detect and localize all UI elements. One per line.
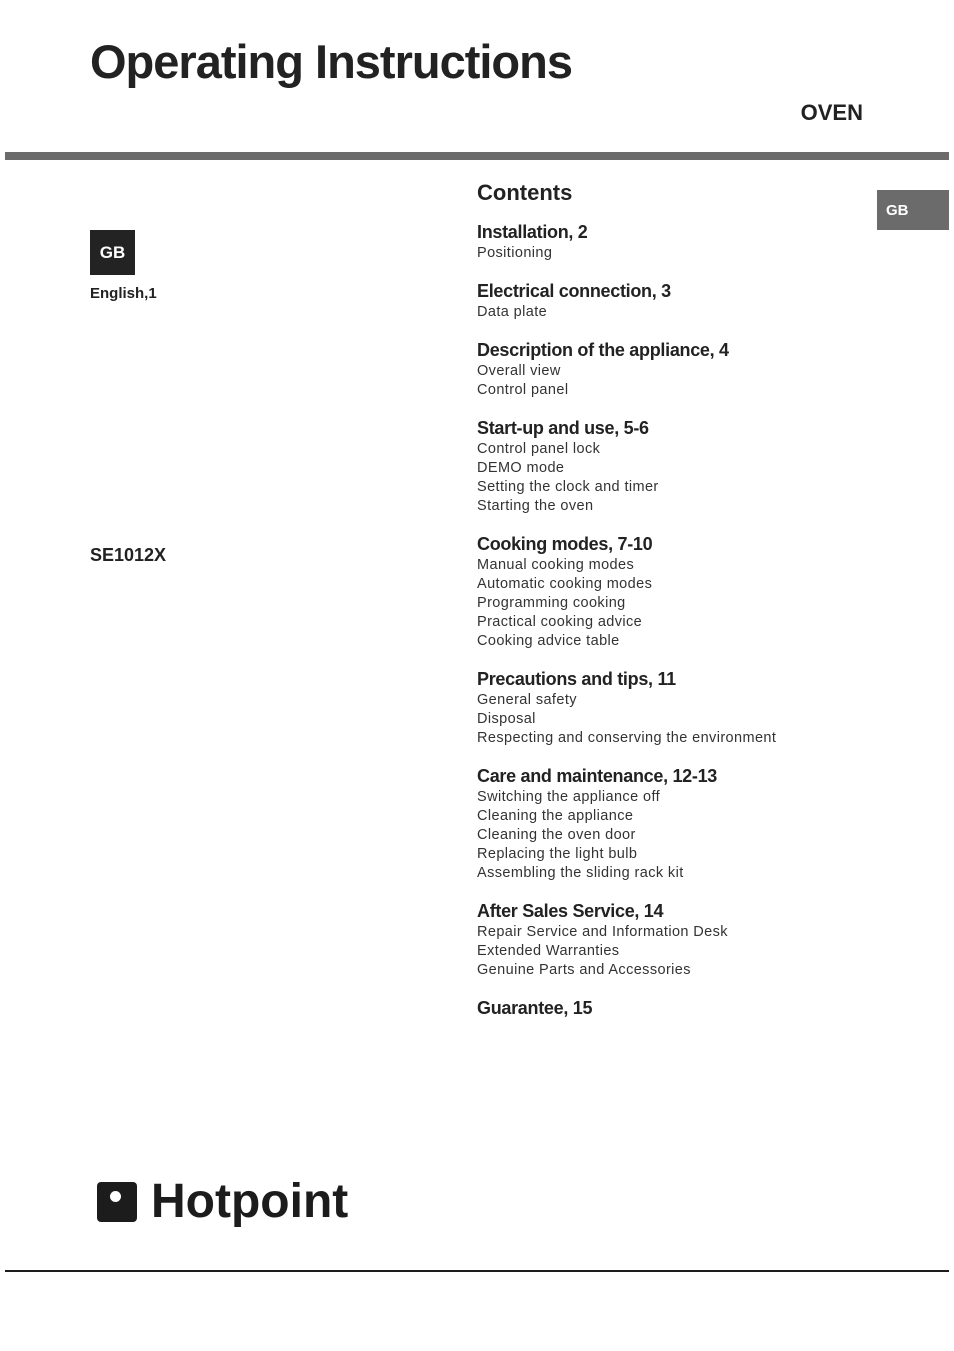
section-items: [477, 788, 877, 883]
brand-logo: [97, 1175, 349, 1228]
section-item: Manual cooking modes: [477, 557, 635, 573]
contents-section: [477, 416, 877, 516]
header-divider: [5, 152, 949, 160]
language-label: English,1: [90, 285, 157, 302]
language-side-tab: GB: [877, 190, 949, 230]
section-title: Start-up and use, 5-6: [477, 418, 649, 438]
contents-sections: [477, 220, 877, 1020]
section-item: Control panel lock: [477, 441, 601, 457]
section-item: General safety: [477, 692, 577, 708]
contents-section: [477, 338, 877, 400]
contents-section: [477, 764, 877, 883]
section-item: Assembling the sliding rack kit: [477, 865, 684, 881]
section-item: Practical cooking advice: [477, 614, 643, 630]
document-title: Operating Instructions: [90, 35, 572, 88]
section-item: Positioning: [477, 245, 553, 261]
section-title: Cooking modes, 7-10: [477, 534, 653, 554]
section-item: Overall view: [477, 363, 561, 379]
section-items: [477, 244, 877, 263]
hotpoint-logo-mark-icon: [97, 1182, 137, 1222]
footer-divider: [5, 1270, 949, 1272]
section-item: Repair Service and Information Desk: [477, 924, 728, 940]
section-title: Description of the appliance, 4: [477, 340, 729, 360]
contents-heading: Contents: [477, 180, 573, 205]
section-title: Guarantee, 15: [477, 998, 593, 1018]
section-item: Cooking advice table: [477, 633, 620, 649]
section-item: Cleaning the oven door: [477, 827, 636, 843]
section-item: Automatic cooking modes: [477, 576, 653, 592]
contents-section: [477, 279, 877, 322]
section-title: Precautions and tips, 11: [477, 669, 676, 689]
section-item: DEMO mode: [477, 460, 565, 476]
section-items: [477, 303, 877, 322]
language-badge: GB: [90, 230, 135, 275]
section-item: Switching the appliance off: [477, 789, 661, 805]
section-item: Cleaning the appliance: [477, 808, 634, 824]
section-items: [477, 362, 877, 400]
section-title: Electrical connection, 3: [477, 281, 671, 301]
section-item: Control panel: [477, 382, 569, 398]
contents-section: [477, 996, 877, 1020]
section-item: Respecting and conserving the environment: [477, 730, 777, 746]
brand-name: Hotpoint: [151, 1175, 349, 1228]
section-items: [477, 440, 877, 516]
section-item: Extended Warranties: [477, 943, 620, 959]
model-number: SE1012X: [90, 545, 167, 565]
table-of-contents: [477, 180, 877, 1036]
section-item: Programming cooking: [477, 595, 626, 611]
section-items: [477, 556, 877, 651]
product-type: OVEN: [800, 100, 863, 125]
section-title: Care and maintenance, 12-13: [477, 766, 718, 786]
section-item: Disposal: [477, 711, 536, 727]
section-items: [477, 691, 877, 748]
section-item: Starting the oven: [477, 498, 594, 514]
contents-section: [477, 532, 877, 651]
section-title: Installation, 2: [477, 222, 588, 242]
section-item: Setting the clock and timer: [477, 479, 659, 495]
section-item: Data plate: [477, 304, 548, 320]
section-items: [477, 923, 877, 980]
contents-section: [477, 667, 877, 748]
contents-section: [477, 899, 877, 980]
contents-section: [477, 220, 877, 263]
section-item: Replacing the light bulb: [477, 846, 638, 862]
section-item: Genuine Parts and Accessories: [477, 962, 691, 978]
section-title: After Sales Service, 14: [477, 901, 664, 921]
